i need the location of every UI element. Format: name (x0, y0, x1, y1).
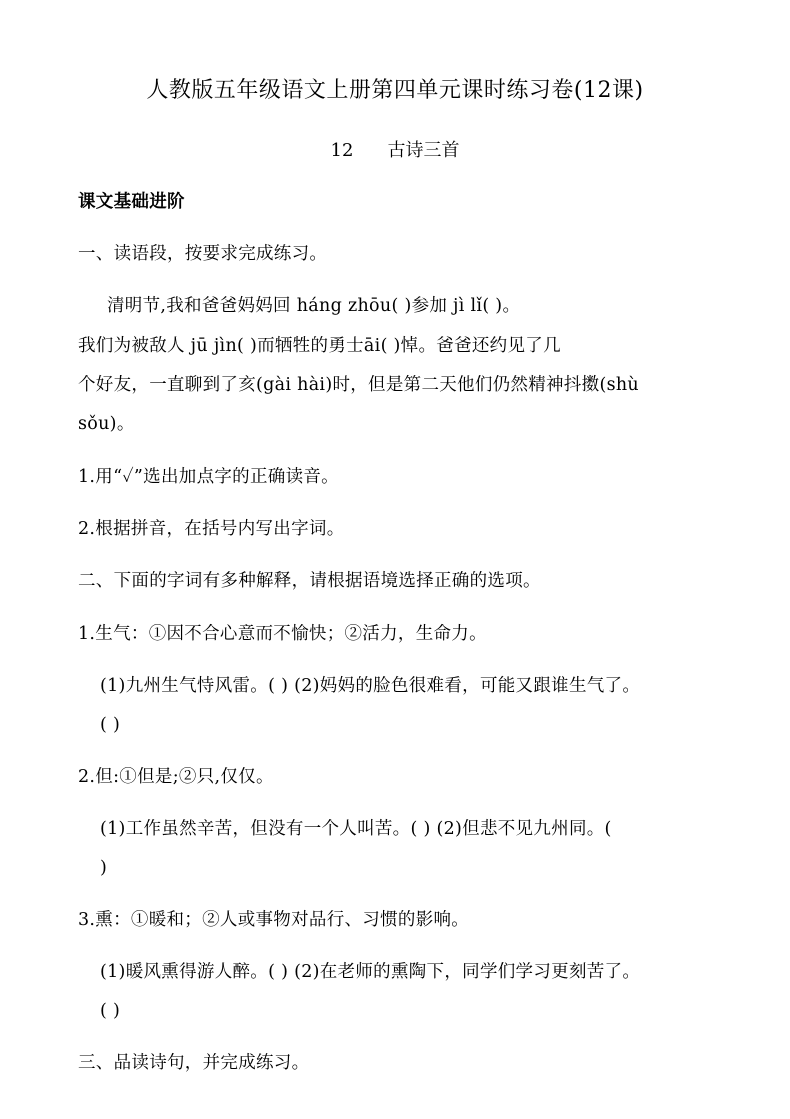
paragraph-line: 我们为被敌人 jū jìn( )而牺牲的勇士āi( )悼。爸爸还约见了几 (78, 336, 561, 356)
item-line: ( ) (100, 715, 121, 735)
document-title: 人教版五年级语文上册第四单元课时练习卷(12课) (146, 78, 644, 103)
lesson-title: 古诗三首 (387, 140, 460, 161)
item-line: ) (100, 858, 108, 878)
question-1: 1.用“✓”选出加点字的正确读音。 (78, 467, 339, 487)
part2-heading: 二、下面的字词有多种解释，请根据语境选择正确的选项。 (78, 571, 541, 591)
part1-heading: 一、读语段，按要求完成练习。 (78, 244, 328, 264)
part3-heading: 三、品读诗句，并完成练习。 (78, 1053, 310, 1073)
paragraph-line: 清明节,我和爸爸妈妈回 háng zhōu( )参加 jì lǐ( )。 (107, 296, 521, 316)
paragraph-line: sǒu)。 (78, 414, 135, 434)
item-definition: 3.熏：①暖和；②人或事物对品行、习惯的影响。 (78, 910, 470, 930)
lesson-heading (0, 138, 790, 164)
lesson-number: 12 (330, 140, 354, 161)
question-2: 2.根据拼音，在括号内写出字词。 (78, 519, 345, 539)
item-definition: 2.但:①但是;②只,仅仅。 (78, 767, 274, 787)
item-line: (1)工作虽然辛苦，但没有一个人叫苦。( ) (2)但悲不见九州同。( (100, 819, 612, 839)
item-definition: 1.生气：①因不合心意而不愉快；②活力，生命力。 (78, 624, 487, 644)
item-line: ( ) (100, 1001, 121, 1021)
item-line: (1)暖风熏得游人醉。( ) (2)在老师的熏陶下，同学们学习更刻苦了。 (100, 962, 641, 982)
section-heading: 课文基础进阶 (78, 192, 185, 212)
item-line: (1)九州生气恃风雷。( ) (2)妈妈的脸色很难看，可能又跟谁生气了。 (100, 676, 641, 696)
paragraph-line: 个好友，一直聊到了亥(gài hài)时，但是第二天他们仍然精神抖擞(shù (78, 375, 639, 395)
